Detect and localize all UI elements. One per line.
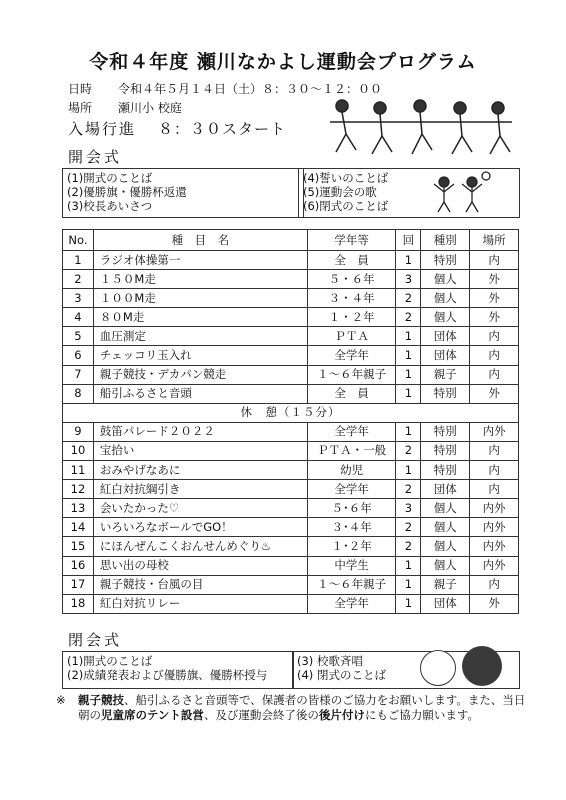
cell-place: 内 xyxy=(470,251,519,270)
note-bold: 児童席のテント設営 xyxy=(101,708,204,722)
table-row xyxy=(63,461,519,480)
note-text-part: 、及び運動会終了後の xyxy=(203,708,319,722)
note-bold: 親子競技 xyxy=(78,693,124,707)
cell-event-name: にほんぜんこくおんせんめぐり♨ xyxy=(93,537,307,556)
march-time: ８：３０スタート xyxy=(158,120,287,138)
table-row xyxy=(63,518,519,537)
table-row xyxy=(63,556,519,575)
cell-no: 4 xyxy=(63,308,94,327)
cell-grade: １～６年親子 xyxy=(307,575,396,594)
col-header-place: 場所 xyxy=(470,230,519,251)
cell-place: 外 xyxy=(470,308,519,327)
cell-no: 9 xyxy=(63,422,94,441)
cell-type: 個人 xyxy=(421,499,470,518)
col-header-times: 回 xyxy=(396,230,421,251)
cell-grade: 全学年 xyxy=(307,594,396,613)
closing-heading: 閉会式 xyxy=(68,631,123,649)
cell-no: 10 xyxy=(63,441,94,460)
opening-heading: 開会式 xyxy=(68,148,123,166)
cell-type: 特別 xyxy=(421,441,470,460)
cell-times: 1 xyxy=(396,251,421,270)
cell-times: 2 xyxy=(396,289,421,308)
note-bold: 後片付け xyxy=(318,708,365,722)
cell-place: 内外 xyxy=(470,499,519,518)
cell-grade: 全学年 xyxy=(307,480,396,499)
cell-no: 14 xyxy=(63,518,94,537)
table-row xyxy=(63,365,519,384)
cell-grade: ５・６年 xyxy=(307,270,396,289)
cell-place: 内 xyxy=(470,327,519,346)
cell-type: 団体 xyxy=(421,346,470,365)
cell-no: 15 xyxy=(63,537,94,556)
col-header-grade: 学年等 xyxy=(307,230,396,251)
cell-event-name: 親子競技・台風の目 xyxy=(93,575,307,594)
table-row xyxy=(63,441,519,460)
table-row xyxy=(63,594,519,613)
cell-no: 7 xyxy=(63,365,94,384)
cell-no: 18 xyxy=(63,594,94,613)
cell-times: 1 xyxy=(396,365,421,384)
child-figure-3 xyxy=(412,100,432,154)
table-row xyxy=(63,270,519,289)
place-value: 瀬川小 校庭 xyxy=(118,101,182,115)
cell-type: 特別 xyxy=(421,422,470,441)
table-row xyxy=(63,422,519,441)
running-children-illustration xyxy=(322,92,522,160)
cell-no: 1 xyxy=(63,251,94,270)
cell-place: 内外 xyxy=(470,518,519,537)
cell-type: 団体 xyxy=(421,594,470,613)
cell-times: 3 xyxy=(396,270,421,289)
cell-place: 内 xyxy=(470,441,519,460)
cell-type: 個人 xyxy=(421,308,470,327)
cell-no: 17 xyxy=(63,575,94,594)
cell-type: 個人 xyxy=(421,537,470,556)
date-label: 日時 xyxy=(68,82,93,96)
opening-item: (3)校長あいさつ xyxy=(67,199,153,213)
cell-type: 個人 xyxy=(421,270,470,289)
cell-place: 内外 xyxy=(470,556,519,575)
table-row xyxy=(63,327,519,346)
cell-type: 特別 xyxy=(421,251,470,270)
cell-event-name: 鼓笛パレード２０２２ xyxy=(93,422,307,441)
cell-grade: ＰＴＡ・一般 xyxy=(307,441,396,460)
cell-type: 個人 xyxy=(421,518,470,537)
cell-no: 11 xyxy=(63,461,94,480)
cell-place: 内 xyxy=(470,480,519,499)
cell-type: 団体 xyxy=(421,480,470,499)
cell-place: 内外 xyxy=(470,422,519,441)
cell-times: 1 xyxy=(396,594,421,613)
cell-grade: 全学年 xyxy=(307,346,396,365)
col-header-type: 種別 xyxy=(421,230,470,251)
cell-event-name: 親子競技・デカパン競走 xyxy=(93,365,307,384)
closing-item: (1)開式のことば xyxy=(67,654,153,668)
cell-times: 2 xyxy=(396,308,421,327)
footnote xyxy=(56,693,526,723)
cell-no: 8 xyxy=(63,384,94,403)
cell-event-name: １００M走 xyxy=(93,289,307,308)
cell-times: 1 xyxy=(396,575,421,594)
cell-event-name: ８０M走 xyxy=(93,308,307,327)
cell-event-name: おみやげなあに xyxy=(93,461,307,480)
cell-times: 1 xyxy=(396,422,421,441)
red-ball-icon xyxy=(462,646,502,686)
opening-item: (1)開式のことば xyxy=(67,171,153,185)
col-header-no: No. xyxy=(63,230,94,251)
table-row xyxy=(63,251,519,270)
table-row xyxy=(63,308,519,327)
table-row xyxy=(63,480,519,499)
cell-times: 1 xyxy=(396,461,421,480)
page-title: 令和４年度 瀬川なかよし運動会プログラム xyxy=(89,51,477,73)
cell-event-name: 船引ふるさと音頭 xyxy=(93,384,307,403)
note-text-part: にもご協力願います。 xyxy=(364,708,480,722)
cell-place: 内 xyxy=(470,575,519,594)
program-table xyxy=(62,229,519,614)
cell-place: 外 xyxy=(470,270,519,289)
cell-times: 2 xyxy=(396,537,421,556)
cell-no: 12 xyxy=(63,480,94,499)
cell-no: 6 xyxy=(63,346,94,365)
cell-type: 個人 xyxy=(421,289,470,308)
cell-times: 1 xyxy=(396,327,421,346)
cell-place: 外 xyxy=(470,289,519,308)
cell-event-name: チェッコリ玉入れ xyxy=(93,346,307,365)
cell-event-name: いろいろなボールでGO！ xyxy=(93,518,307,537)
closing-item: (4) 閉式のことば xyxy=(297,668,386,682)
cell-grade: 全学年 xyxy=(307,422,396,441)
table-row xyxy=(63,537,519,556)
cell-grade: 中学生 xyxy=(307,556,396,575)
cell-times: 2 xyxy=(396,441,421,460)
cell-times: 1 xyxy=(396,556,421,575)
cell-place: 内 xyxy=(470,365,519,384)
place-label: 場所 xyxy=(68,101,93,115)
cell-times: 2 xyxy=(396,480,421,499)
cell-event-name: 紅白対抗綱引き xyxy=(93,480,307,499)
col-header-name: 種 目 名 xyxy=(93,230,307,251)
table-row xyxy=(63,384,519,403)
cheer-illustration xyxy=(426,170,492,214)
cell-type: 個人 xyxy=(421,556,470,575)
note-text-part: 、船引ふるさと音頭等で、保護者の皆様のご協力をお願いします。また、当日朝の xyxy=(78,693,526,722)
place-line xyxy=(68,99,182,116)
cell-grade: 幼児 xyxy=(307,461,396,480)
table-header-row xyxy=(63,230,519,251)
cell-times: 1 xyxy=(396,384,421,403)
march-label: 入場行進 xyxy=(68,120,137,138)
cell-place: 内外 xyxy=(470,537,519,556)
cell-type: 親子 xyxy=(421,365,470,384)
cell-no: 5 xyxy=(63,327,94,346)
cell-grade: ＰＴＡ xyxy=(307,327,396,346)
break-row xyxy=(63,403,519,422)
cell-event-name: 血圧測定 xyxy=(93,327,307,346)
cell-grade: 全 員 xyxy=(307,384,396,403)
cell-no: 16 xyxy=(63,556,94,575)
cell-event-name: 紅白対抗リレー xyxy=(93,594,307,613)
cell-grade: １・２年 xyxy=(307,308,396,327)
cell-no: 13 xyxy=(63,499,94,518)
cell-grade: ３･４年 xyxy=(307,518,396,537)
white-ball-icon xyxy=(420,650,456,686)
note-mark: ※ xyxy=(56,693,66,707)
cell-grade: ３・４年 xyxy=(307,289,396,308)
cell-type: 親子 xyxy=(421,575,470,594)
cell-place: 外 xyxy=(470,594,519,613)
closing-item: (3) 校歌斉唱 xyxy=(297,654,363,668)
cell-event-name: 思い出の母校 xyxy=(93,556,307,575)
break-label: 休 憩（１５分） xyxy=(63,403,519,422)
cell-no: 2 xyxy=(63,270,94,289)
child-figure-4 xyxy=(452,102,472,154)
cell-type: 団体 xyxy=(421,327,470,346)
opening-item: (2)優勝旗・優勝杯返還 xyxy=(67,185,187,199)
cell-times: 3 xyxy=(396,499,421,518)
child-figure-5 xyxy=(490,102,510,154)
opening-item: (5)運動会の歌 xyxy=(303,185,377,199)
cell-event-name: 会いたかった♡ xyxy=(93,499,307,518)
cell-type: 特別 xyxy=(421,384,470,403)
cell-type: 特別 xyxy=(421,461,470,480)
cell-grade: １～６年親子 xyxy=(307,365,396,384)
cell-no: 3 xyxy=(63,289,94,308)
child-figure-2 xyxy=(372,102,392,154)
opening-left-box xyxy=(62,168,304,218)
cell-event-name: １５０M走 xyxy=(93,270,307,289)
cell-event-name: ラジオ体操第一 xyxy=(93,251,307,270)
date-value: 令和４年５月１４日（土）８：３０～１２：００ xyxy=(118,82,383,96)
entrance-march xyxy=(68,118,286,139)
closing-left-box xyxy=(62,651,294,689)
cell-grade: 全 員 xyxy=(307,251,396,270)
opening-item: (4)誓いのことば xyxy=(303,171,389,185)
cell-grade: ５･６年 xyxy=(307,499,396,518)
cell-place: 内 xyxy=(470,346,519,365)
closing-item: (2)成績発表および優勝旗、優勝杯授与 xyxy=(67,668,268,682)
opening-item: (6)閉式のことば xyxy=(303,199,389,213)
cell-place: 外 xyxy=(470,384,519,403)
cell-times: 2 xyxy=(396,518,421,537)
cell-times: 1 xyxy=(396,346,421,365)
table-row xyxy=(63,499,519,518)
table-row xyxy=(63,346,519,365)
note-text xyxy=(78,693,526,723)
cell-event-name: 宝拾い xyxy=(93,441,307,460)
cell-place: 内 xyxy=(470,461,519,480)
child-figure-1 xyxy=(336,100,356,152)
table-row xyxy=(63,575,519,594)
cell-grade: １･２年 xyxy=(307,537,396,556)
table-row xyxy=(63,289,519,308)
